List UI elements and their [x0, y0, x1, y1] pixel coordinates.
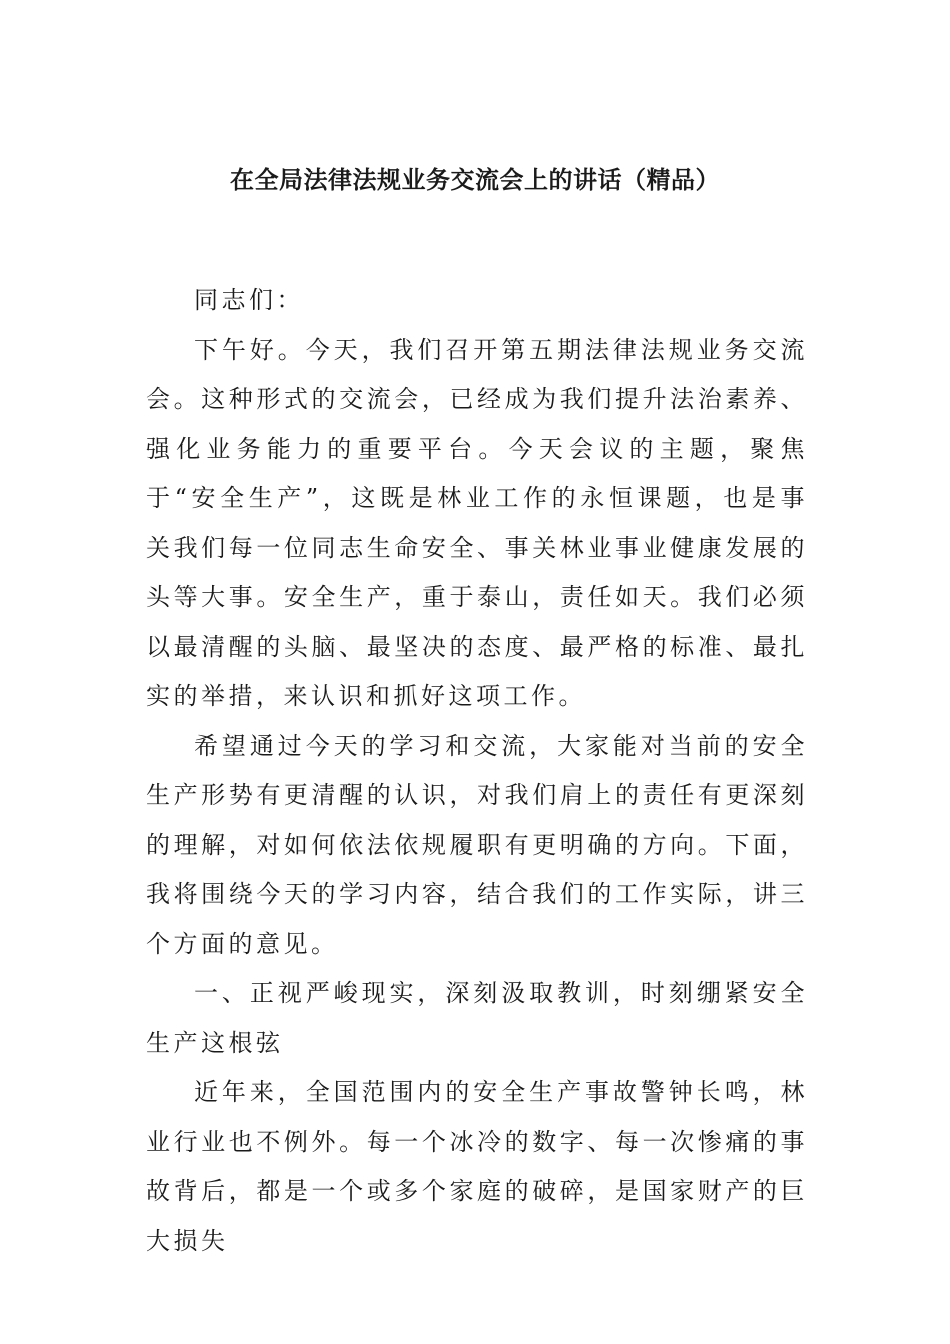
paragraph-recent-years: 近年来，全国范围内的安全生产事故警钟长鸣，林业行业也不例外。每一个冰冷的数字、每一次惨痛的事故背后，都是一个或多个家庭的破碎，是国家财产的巨大损失 — [146, 1078, 808, 1255]
greeting-line: 同志们： — [194, 286, 304, 314]
paragraph-opening: 下午好。今天，我们召开第五期法律法规业务交流会。这种形式的交流会，已经成为我们提升法治素养、强化业务能力的重要平台。今天会议的主题，聚焦于“安全生产”，这既是林业工作的永恒课题，也是事关我们每一位同志生命安全、事关林业事业健康发展的头等大事。安全生产，重于泰山，责任如天。我们必须以最清醒的头脑、最坚决的态度、最严格的标准、最扎实的举措，来认识和抓好这项工作。 — [146, 335, 808, 710]
paragraph-hope: 希望通过今天的学习和交流，大家能对当前的安全生产形势有更清醒的认识，对我们肩上的责任有更深刻的理解，对如何依法依规履职有更明确的方向。下面，我将围绕今天的学习内容，结合我们的工作实际，讲三个方面的意见。 — [146, 731, 808, 958]
document-title: 在全局法律法规业务交流会上的讲话（精品） — [230, 166, 720, 194]
section-heading-one: 一、正视严峻现实，深刻汲取教训，时刻绷紧安全生产这根弦 — [146, 979, 808, 1057]
document-body — [146, 276, 808, 1266]
